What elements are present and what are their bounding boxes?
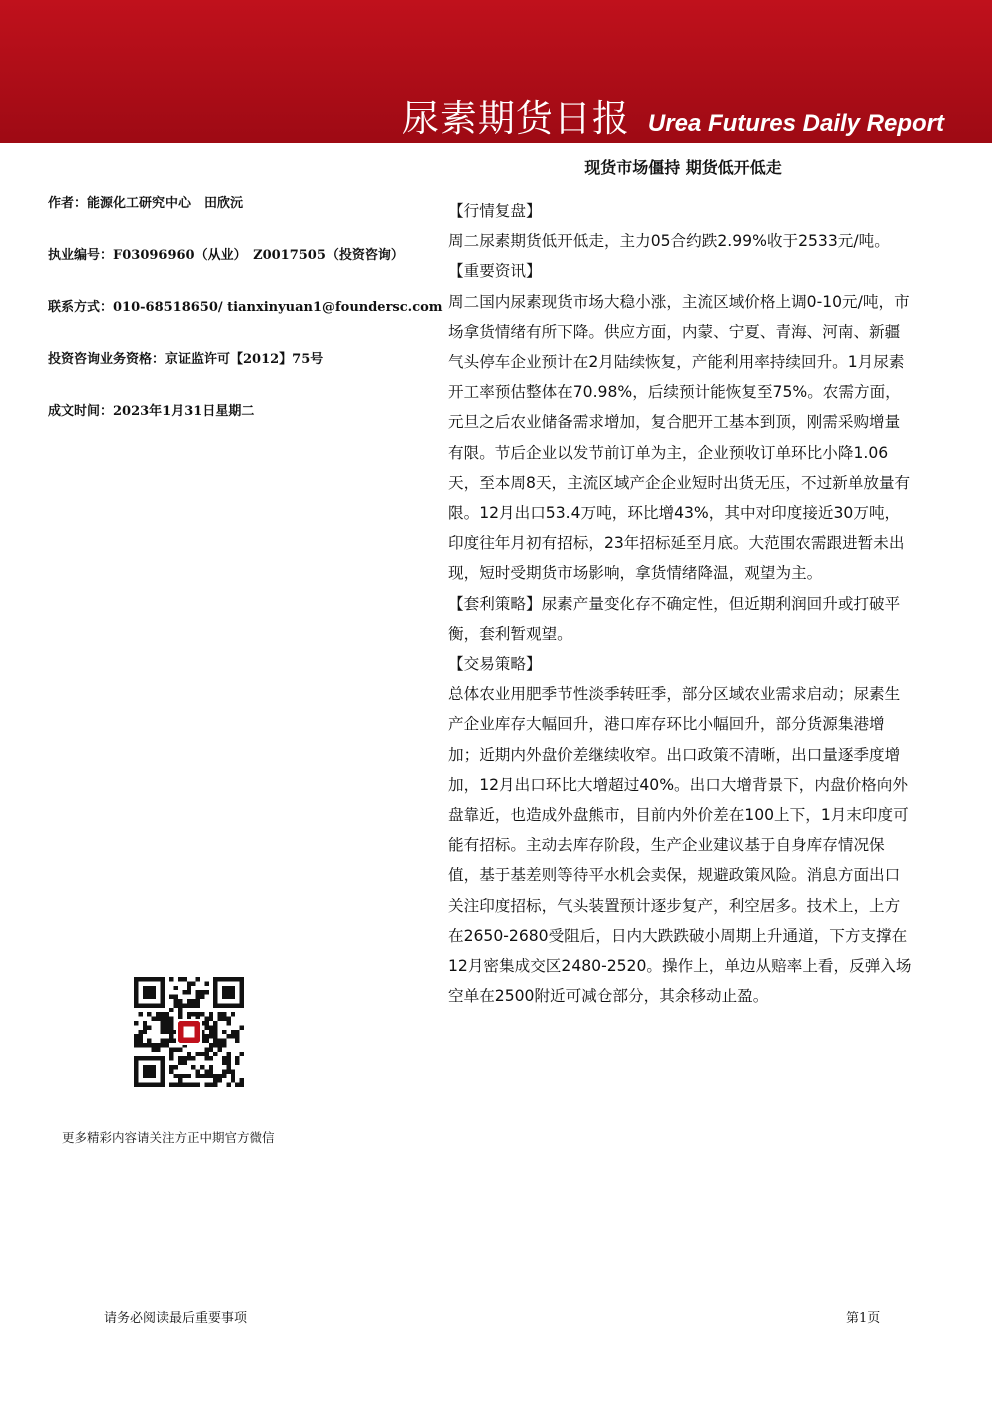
report-title-en: Urea Futures Daily Report: [647, 110, 944, 137]
author-info: [48, 192, 443, 452]
report-title-cn: 尿素期货日报: [401, 97, 630, 140]
qr-caption: 更多精彩内容请关注方正中期官方微信: [62, 1130, 275, 1145]
review-text: 周二尿素期货低开低走，主力05合约跌2.99%收于2533元/吨。: [448, 232, 890, 251]
trade-heading: 【交易策略】: [448, 655, 542, 674]
arbitrage-text: 尿素产量变化存不确定性，但近期利润回升或打破平衡，套利暂观望。: [448, 594, 901, 643]
review-heading: 【行情复盘】: [448, 202, 542, 220]
author-line: 作者：能源化工研究中心 田欣沅: [48, 196, 244, 211]
footer-disclaimer: 请务必阅读最后重要事项: [104, 1311, 248, 1326]
arbitrage-heading: 【套利策略】: [448, 594, 542, 613]
qualification-line: 投资咨询业务资格：京证监许可【2012】75号: [48, 352, 324, 367]
wechat-qr-code: [134, 977, 244, 1087]
trade-text: 总体农业用肥季节性淡季转旺季，部分区域农业需求启动；尿素生产企业库存大幅回升，港口库存环比小幅回升，部分货源集港增加；近期内外盘价差继续收窄。出口政策不清晰，出口量逐季度增加，12月出口环比大增超过40%。出口大增背景下，内盘价格向外盘靠近，也造成外盘熊市，目前内外价差在100上下，1月末印度可能有招标。主动去库存阶段，生产企业建议基于自身库存情况保值，基于基差则等待平水机会卖保，规避政策风险。消息方面出口关注印度招标，气头装置预计逐步复产，利空居多。技术上，上方在2650-2680受阻后，日内大跌跌破小周期上升通道，下方支撑在12月密集成交区2480-2520。操作上，单边从赔率上看，反弹入场空单在2500附近可减仓部分，其余移动止盈。: [448, 685, 912, 1006]
news-text: 周二国内尿素现货市场大稳小涨，主流区域价格上调0-10元/吨，市场拿货情绪有所下降。供应方面，内蒙、宁夏、青海、河南、新疆气头停车企业预计在2月陆续恢复，产能利用率持续回升。1月尿素开工率预估整体在70.98%，后续预计能恢复至75%。农需方面，元旦之后农业储备需求增加，复合肥开工基本到顶，刚需采购增量有限。节后企业以发节前订单为主，企业预收订单环比小降1.06天，至本周8天，主流区域产企企业短时出货无压，不过新单放量有限。12月出口53.4万吨，环比增43%，其中对印度接近30万吨，印度往年月初有招标，23年招标延至月底。大范围农需跟进暂未出现，短时受期货市场影响，拿货情绪降温，观望为主。: [448, 292, 911, 583]
arbitrage-paragraph: [448, 589, 914, 649]
news-heading: 【重要资讯】: [448, 262, 542, 281]
page-number: 第1页: [846, 1311, 881, 1326]
report-headline: 现货市场僵持 期货低开低走: [584, 158, 782, 177]
date-line: 成文时间：2023年1月31日星期二: [48, 404, 255, 419]
license-line: 执业编号：F03096960（从业） Z0017505（投资咨询）: [48, 248, 404, 263]
report-title: [402, 88, 944, 142]
contact-line: 联系方式：010-68518650/ tianxinyuan1@foundersc.com: [48, 300, 443, 315]
header-banner: [0, 0, 992, 143]
report-body: [448, 196, 914, 1011]
